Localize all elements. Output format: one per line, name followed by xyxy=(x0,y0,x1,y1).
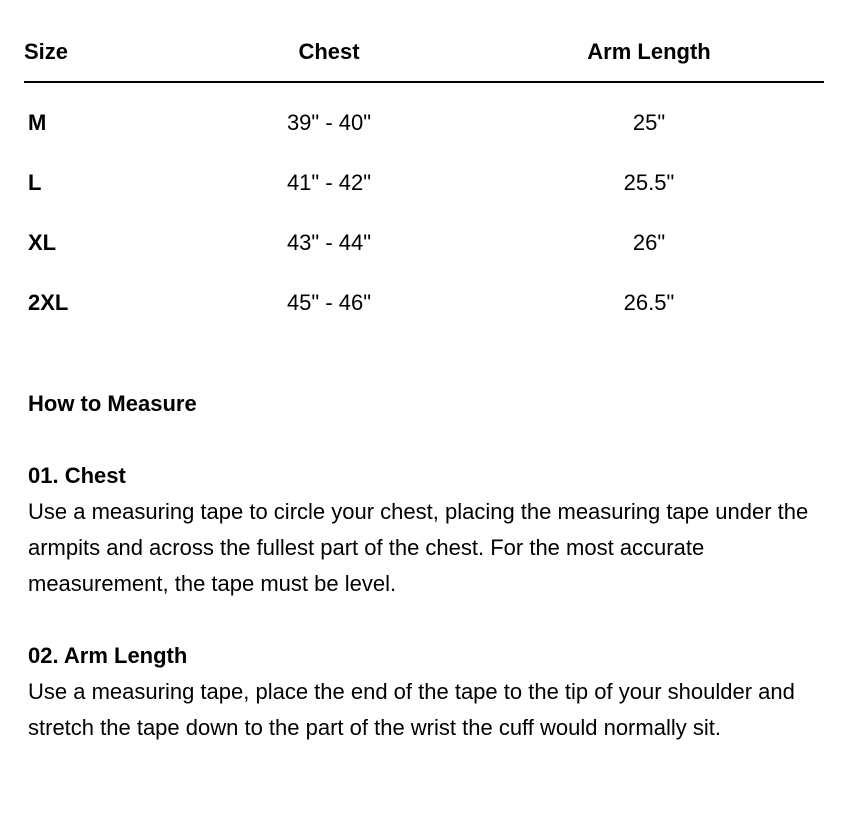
measure-guide xyxy=(28,386,828,746)
header-arm-length: Arm Length xyxy=(474,34,824,82)
cell-size: L xyxy=(28,170,42,195)
cell-arm-length: 26" xyxy=(632,230,666,255)
step-arm-length xyxy=(28,638,828,746)
cell-size: M xyxy=(28,110,47,135)
table-row xyxy=(24,213,824,273)
guide-title: How to Measure xyxy=(28,391,197,416)
cell-arm-length: 25.5" xyxy=(623,170,675,195)
table-row xyxy=(24,273,824,333)
step-title: 01. Chest xyxy=(28,463,126,488)
table-header-row xyxy=(24,34,824,82)
table-row xyxy=(24,153,824,213)
cell-size: 2XL xyxy=(28,290,69,315)
step-chest xyxy=(28,458,828,602)
size-chart-table xyxy=(24,34,824,333)
cell-arm-length: 25" xyxy=(632,110,666,135)
cell-chest: 41" - 42" xyxy=(286,170,372,195)
cell-size: XL xyxy=(28,230,57,255)
header-chest: Chest xyxy=(184,34,474,82)
step-text: Use a measuring tape, place the end of the tape to the tip of your shoulder and stretch the tape down to the part of the wrist the cuff would normally sit. xyxy=(28,679,795,740)
cell-arm-length: 26.5" xyxy=(623,290,675,315)
step-text: Use a measuring tape to circle your chest, placing the measuring tape under the armpits and across the fullest part of the chest. For the most accurate measurement, the tape must be level. xyxy=(28,499,809,596)
cell-chest: 43" - 44" xyxy=(286,230,372,255)
cell-chest: 45" - 46" xyxy=(286,290,372,315)
step-title: 02. Arm Length xyxy=(28,643,188,668)
header-size: Size xyxy=(24,34,184,82)
cell-chest: 39" - 40" xyxy=(286,110,372,135)
table-row xyxy=(24,82,824,153)
